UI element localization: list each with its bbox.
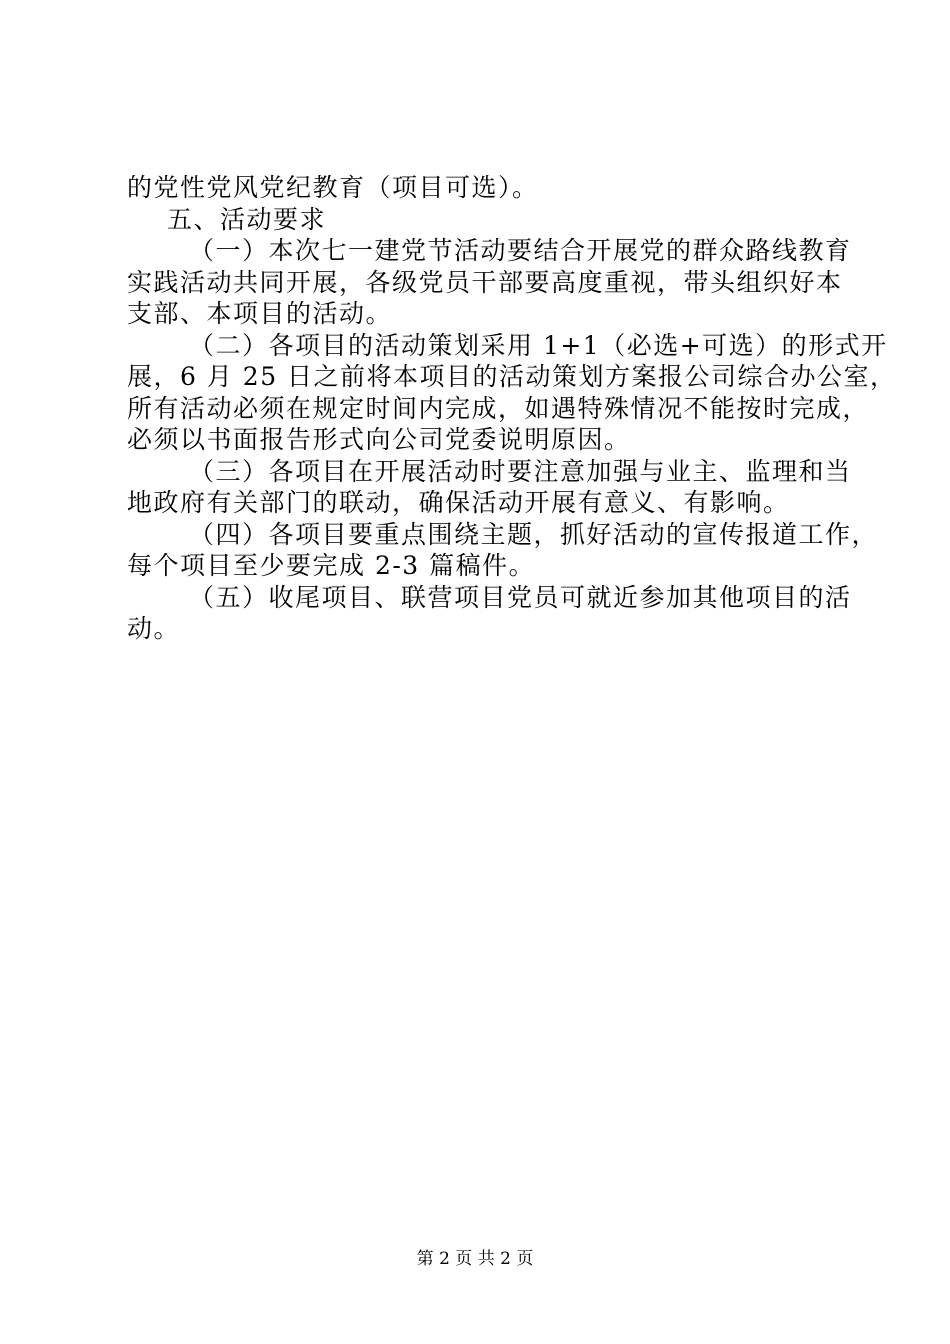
text-line <box>127 550 837 582</box>
text-line <box>127 235 852 267</box>
text-line-content: 所有活动必须在规定时间内完成，如遇特殊情况不能按时完成， <box>127 393 870 423</box>
text-line-content: 展，6 月 25 日之前将本项目的活动策划方案报公司综合办公室， <box>127 362 897 391</box>
text-line-content: 动。 <box>127 614 181 643</box>
text-line <box>127 361 897 393</box>
text-line-content: 必须以书面报告形式向公司党委说明原因。 <box>127 425 631 454</box>
text-line-content: 地政府有关部门的联动，确保活动开展有意义、有影响。 <box>127 488 790 517</box>
text-line <box>127 204 837 236</box>
text-line <box>127 582 852 614</box>
text-line-content: （一）本次七一建党节活动要结合开展党的群众路线教育 <box>189 236 852 265</box>
text-line <box>127 424 837 456</box>
text-line-content: 每个项目至少要完成 2-3 篇稿件。 <box>127 551 536 580</box>
text-line <box>127 298 837 330</box>
text-line <box>127 519 879 551</box>
text-line-content: 五、活动要求 <box>167 204 327 234</box>
text-line <box>127 613 837 645</box>
text-line <box>127 267 843 299</box>
text-line <box>127 456 852 488</box>
page-footer: 第 2 页 共 2 页 <box>416 1249 534 1269</box>
text-line <box>127 393 870 425</box>
text-line-content: 支部、本项目的活动。 <box>127 299 393 328</box>
text-line <box>127 172 837 204</box>
text-line-content: 的党性党风党纪教育（项目可选）。 <box>127 173 539 202</box>
text-line-content: （二）各项目的活动策划采用 1+1（必选+可选）的形式开 <box>189 330 888 360</box>
text-line-content: （四）各项目要重点围绕主题，抓好活动的宣传报道工作， <box>189 519 879 549</box>
text-line <box>127 330 888 362</box>
text-line <box>127 487 837 519</box>
text-line-content: （三）各项目在开展活动时要注意加强与业主、监理和当 <box>189 456 852 486</box>
text-line-content: 实践活动共同开展，各级党员干部要高度重视，带头组织好本 <box>127 267 843 297</box>
document-body <box>127 172 897 645</box>
text-line-content: （五）收尾项目、联营项目党员可就近参加其他项目的活 <box>189 582 852 612</box>
